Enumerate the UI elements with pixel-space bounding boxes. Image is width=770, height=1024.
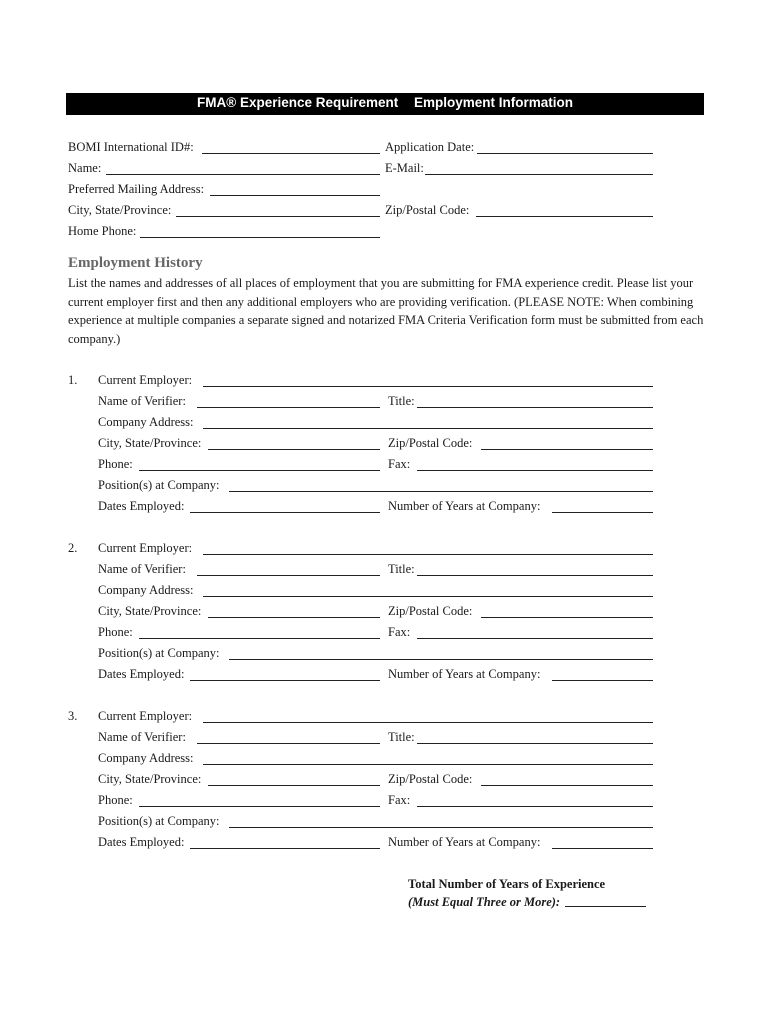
verifier-field[interactable] xyxy=(197,575,380,576)
current-employer-label: Current Employer: xyxy=(98,541,193,555)
verifier-field[interactable] xyxy=(197,407,380,408)
verifier-label: Name of Verifier: xyxy=(98,394,186,408)
company-city-field[interactable] xyxy=(208,617,380,618)
positions-label: Position(s) at Company: xyxy=(98,814,220,828)
verifier-title-field[interactable] xyxy=(417,575,653,576)
application-date-field[interactable] xyxy=(477,153,653,154)
years-at-company-label: Number of Years at Company: xyxy=(388,667,541,681)
zip-field[interactable] xyxy=(476,216,653,217)
company-address-label: Company Address: xyxy=(98,415,194,429)
company-fax-field[interactable] xyxy=(417,806,653,807)
employer-number: 1. xyxy=(68,373,78,387)
employment-history-heading: Employment History xyxy=(68,255,203,271)
company-zip-label: Zip/Postal Code: xyxy=(388,436,473,450)
current-employer-field[interactable] xyxy=(203,722,653,723)
verifier-title-field[interactable] xyxy=(417,743,653,744)
city-state-label: City, State/Province: xyxy=(68,203,172,217)
company-phone-label: Phone: xyxy=(98,793,133,807)
years-at-company-field[interactable] xyxy=(552,848,653,849)
total-years-subtitle: (Must Equal Three or More): xyxy=(408,895,561,909)
company-address-label: Company Address: xyxy=(98,583,194,597)
years-at-company-label: Number of Years at Company: xyxy=(388,499,541,513)
company-fax-field[interactable] xyxy=(417,638,653,639)
verifier-field[interactable] xyxy=(197,743,380,744)
company-city-field[interactable] xyxy=(208,785,380,786)
company-phone-field[interactable] xyxy=(139,806,380,807)
employer-number: 2. xyxy=(68,541,78,555)
dates-employed-field[interactable] xyxy=(190,680,380,681)
positions-field[interactable] xyxy=(229,827,653,828)
total-years-title: Total Number of Years of Experience xyxy=(408,877,606,891)
mailing-address-label: Preferred Mailing Address: xyxy=(68,182,205,196)
name-field[interactable] xyxy=(106,174,380,175)
email-field[interactable] xyxy=(425,174,653,175)
company-fax-label: Fax: xyxy=(388,793,411,807)
employment-history-instructions: List the names and addresses of all places of employment that you are submitting for FMA experience credit. Please list your current employer first and then any additional employers who are providing verification. (PLEASE NOTE: When combining experience at multiple companies a separate signed and notarized FMA Criteria Verification form must be submitted from each company.) xyxy=(68,276,704,347)
positions-field[interactable] xyxy=(229,491,653,492)
employer-number: 3. xyxy=(68,709,78,723)
dates-employed-label: Dates Employed: xyxy=(98,499,185,513)
positions-label: Position(s) at Company: xyxy=(98,478,220,492)
home-phone-field[interactable] xyxy=(140,237,380,238)
home-phone-label: Home Phone: xyxy=(68,224,137,238)
company-address-field[interactable] xyxy=(203,596,653,597)
zip-label: Zip/Postal Code: xyxy=(385,203,470,217)
current-employer-label: Current Employer: xyxy=(98,709,193,723)
company-zip-field[interactable] xyxy=(481,785,653,786)
company-city-field[interactable] xyxy=(208,449,380,450)
dates-employed-label: Dates Employed: xyxy=(98,835,185,849)
company-address-field[interactable] xyxy=(203,764,653,765)
company-city-label: City, State/Province: xyxy=(98,436,202,450)
company-city-label: City, State/Province: xyxy=(98,604,202,618)
verifier-label: Name of Verifier: xyxy=(98,562,186,576)
company-phone-label: Phone: xyxy=(98,625,133,639)
current-employer-field[interactable] xyxy=(203,554,653,555)
company-phone-label: Phone: xyxy=(98,457,133,471)
name-label: Name: xyxy=(68,161,102,175)
company-zip-label: Zip/Postal Code: xyxy=(388,604,473,618)
years-at-company-field[interactable] xyxy=(552,512,653,513)
company-phone-field[interactable] xyxy=(139,638,380,639)
verifier-title-label: Title: xyxy=(388,730,415,744)
company-address-field[interactable] xyxy=(203,428,653,429)
verifier-title-label: Title: xyxy=(388,394,415,408)
total-years-field[interactable] xyxy=(565,906,646,907)
form-title: FMA® Experience Requirement xyxy=(197,95,399,110)
verifier-title-field[interactable] xyxy=(417,407,653,408)
company-zip-field[interactable] xyxy=(481,617,653,618)
company-zip-label: Zip/Postal Code: xyxy=(388,772,473,786)
company-fax-label: Fax: xyxy=(388,457,411,471)
application-date-label: Application Date: xyxy=(385,140,475,154)
dates-employed-label: Dates Employed: xyxy=(98,667,185,681)
company-fax-label: Fax: xyxy=(388,625,411,639)
dates-employed-field[interactable] xyxy=(190,512,380,513)
bomi-id-field[interactable] xyxy=(202,153,380,154)
positions-label: Position(s) at Company: xyxy=(98,646,220,660)
company-fax-field[interactable] xyxy=(417,470,653,471)
current-employer-field[interactable] xyxy=(203,386,653,387)
years-at-company-field[interactable] xyxy=(552,680,653,681)
company-zip-field[interactable] xyxy=(481,449,653,450)
city-state-field[interactable] xyxy=(176,216,380,217)
company-address-label: Company Address: xyxy=(98,751,194,765)
form-header xyxy=(66,93,704,115)
dates-employed-field[interactable] xyxy=(190,848,380,849)
company-phone-field[interactable] xyxy=(139,470,380,471)
mailing-address-field[interactable] xyxy=(210,195,380,196)
verifier-label: Name of Verifier: xyxy=(98,730,186,744)
bomi-id-label: BOMI International ID#: xyxy=(68,140,194,154)
current-employer-label: Current Employer: xyxy=(98,373,193,387)
years-at-company-label: Number of Years at Company: xyxy=(388,835,541,849)
form-subtitle: Employment Information xyxy=(414,95,574,110)
email-label: E-Mail: xyxy=(385,161,424,175)
verifier-title-label: Title: xyxy=(388,562,415,576)
positions-field[interactable] xyxy=(229,659,653,660)
company-city-label: City, State/Province: xyxy=(98,772,202,786)
